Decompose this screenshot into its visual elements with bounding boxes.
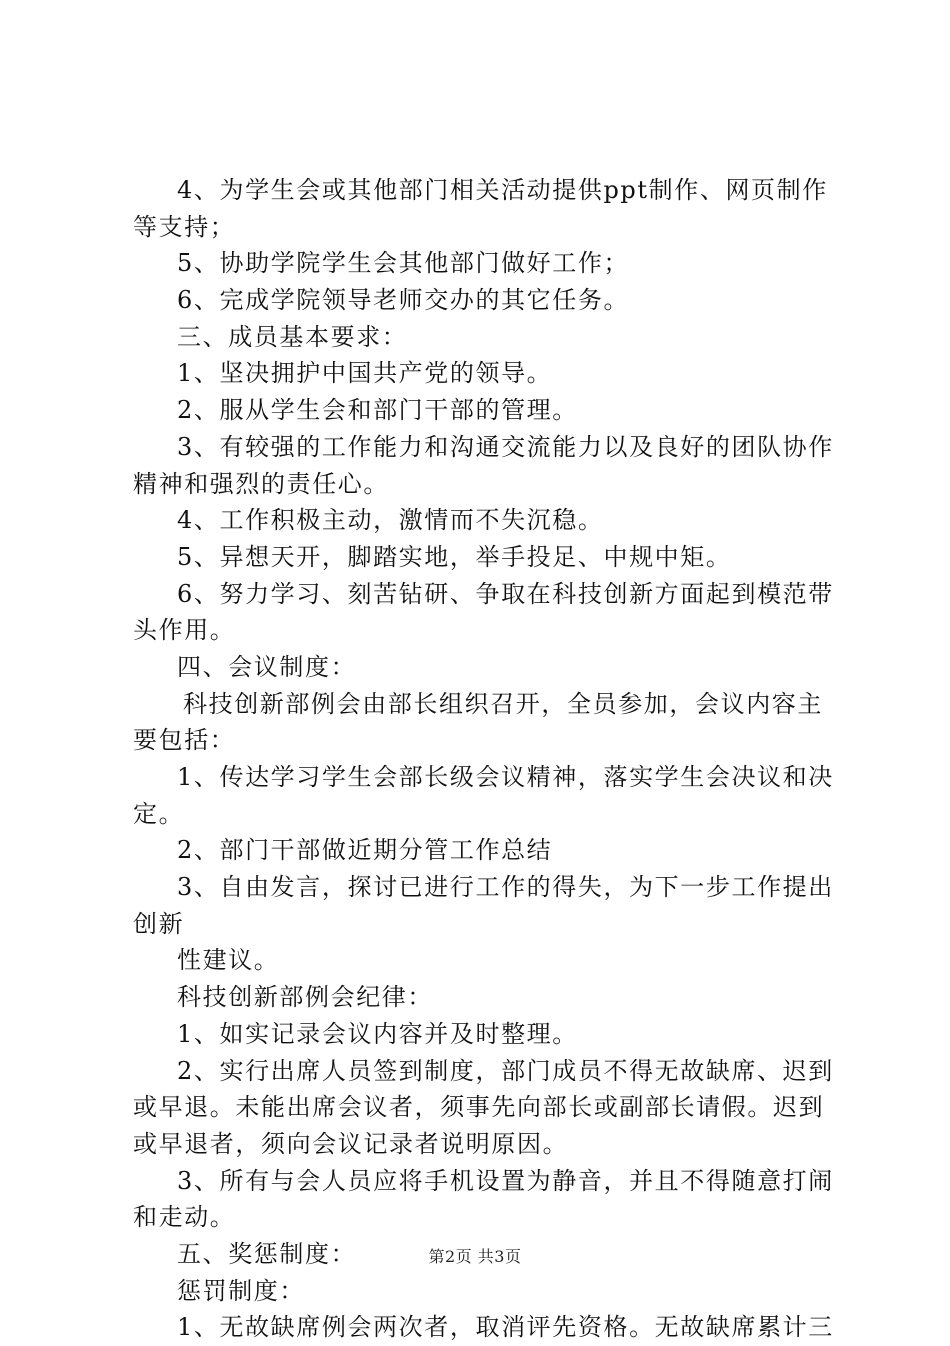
section-heading: 五、奖惩制度： xyxy=(177,1239,357,1268)
document-body xyxy=(133,172,833,1346)
text-line: 定。 xyxy=(133,799,185,828)
text-line: 2、部门干部做近期分管工作总结 xyxy=(177,836,553,865)
text-line: 5、异想天开，脚踏实地，举手投足、中规中矩。 xyxy=(177,542,732,571)
text-line: 创新 xyxy=(133,909,185,938)
text-line: 4、工作积极主动，激情而不失沉稳。 xyxy=(177,506,604,535)
section-heading: 四、会议制度： xyxy=(177,652,357,681)
page-number-label: 第2页 共3页 xyxy=(428,1247,522,1266)
text-line: 1、传达学习学生会部长级会议精神，落实学生会决议和决 xyxy=(177,763,834,791)
text-line: 1、无故缺席例会两次者，取消评先资格。无故缺席累计三 xyxy=(177,1313,834,1342)
text-line: 4、为学生会或其他部门相关活动提供ppt制作、网页制作 xyxy=(177,176,828,204)
page-footer xyxy=(0,1244,950,1267)
subsection-heading: 科技创新部例会纪律： xyxy=(177,983,433,1012)
text-line: 6、完成学院领导老师交办的其它任务。 xyxy=(177,286,630,315)
text-line: 5、协助学院学生会其他部门做好工作； xyxy=(177,249,630,278)
text-line: 科技创新部例会由部长组织召开，全员参加，会议内容主 xyxy=(183,689,823,718)
text-line: 6、努力学习、刻苦钻研、争取在科技创新方面起到模范带 xyxy=(177,579,834,608)
subsection-heading: 惩罚制度： xyxy=(177,1276,305,1305)
text-line: 精神和强烈的责任心。 xyxy=(133,469,389,498)
text-line: 要包括： xyxy=(133,726,236,755)
text-line: 性建议。 xyxy=(177,946,280,975)
text-line: 2、服从学生会和部门干部的管理。 xyxy=(177,396,578,425)
text-line: 头作用。 xyxy=(133,616,236,645)
text-line: 1、坚决拥护中国共产党的领导。 xyxy=(177,359,553,388)
text-line: 等支持； xyxy=(133,212,236,241)
text-line: 2、实行出席人员签到制度，部门成员不得无故缺席、迟到 xyxy=(177,1056,834,1085)
text-line: 1、如实记录会议内容并及时整理。 xyxy=(177,1019,578,1048)
text-line: 3、所有与会人员应将手机设置为静音，并且不得随意打闹 xyxy=(177,1166,834,1195)
text-line: 和走动。 xyxy=(133,1203,236,1232)
text-line: 或早退者，须向会议记录者说明原因。 xyxy=(133,1129,569,1158)
text-line: 3、自由发言，探讨已进行工作的得失，为下一步工作提出 xyxy=(177,873,834,902)
section-heading: 三、成员基本要求： xyxy=(177,322,408,351)
text-line: 3、有较强的工作能力和沟通交流能力以及良好的团队协作 xyxy=(177,432,834,461)
text-line: 或早退。未能出席会议者，须事先向部长或副部长请假。迟到 xyxy=(133,1093,825,1122)
